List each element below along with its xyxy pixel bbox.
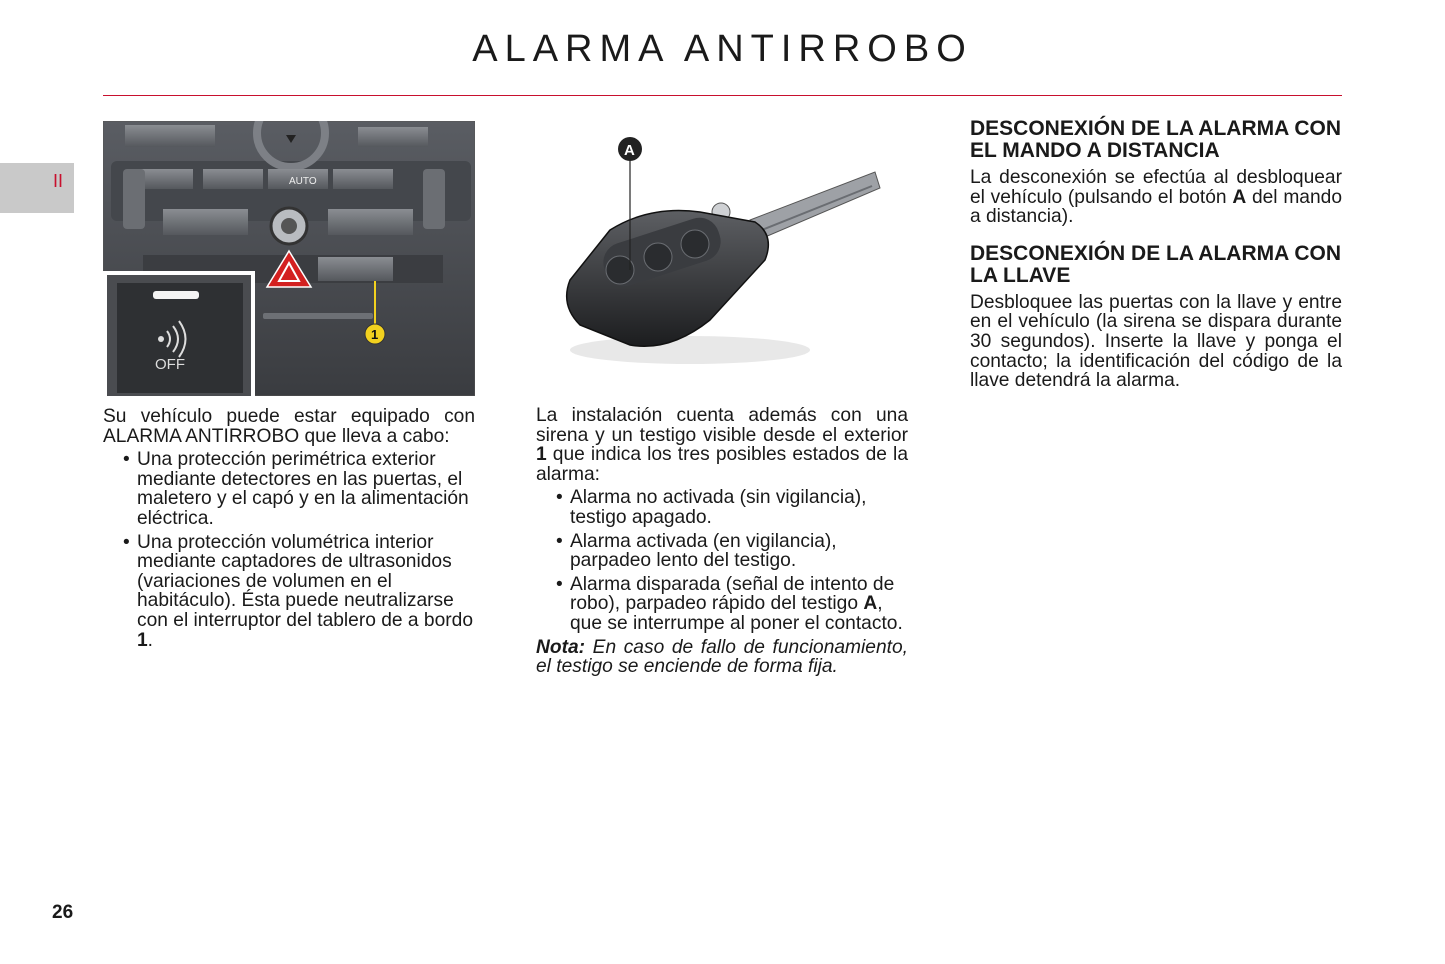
- ref-a: A: [863, 593, 878, 615]
- list-item: • Alarma no activada (sin vigilancia), testigo apagado.: [556, 487, 867, 528]
- column-middle: [536, 406, 908, 677]
- page-title: ALARMA ANTIRROBO: [472, 28, 973, 70]
- note-label: Nota:: [536, 636, 586, 658]
- section-tab-label: II: [53, 171, 64, 191]
- list-item: • Una protección perimétrica exterior mediante detectores en las puertas, el maletero y el capó y en la alimentación eléctrica.: [123, 449, 469, 529]
- callout-a: A: [624, 142, 635, 159]
- bullet-text: Una protección perimétrica exterior mediante detectores en las puertas, el maletero y el capó y en la alimentación eléctrica.: [137, 449, 469, 529]
- page-number: 26: [52, 902, 74, 923]
- intro-paragraph: Su vehículo puede estar equipado con ALARMA ANTIRROBO que lleva a cabo:: [103, 406, 475, 447]
- list-item: • Una protección volumétrica interior mediante captadores de ultrasonidos (variaciones de volumen en el habitáculo). Ésta puede neutralizarse con el interruptor del tablero de a bordo 1.: [123, 531, 473, 651]
- key-fob-figure: [540, 130, 900, 380]
- column-right: [970, 118, 1342, 391]
- bullet-text: Alarma activada (en vigilancia), parpadeo lento del testigo.: [570, 530, 837, 572]
- ref-1: 1: [137, 629, 148, 651]
- key-paragraph: Desbloquee las puertas con la llave y entre en el vehículo (la sirena se dispara durante 30 segundos). Inserte la llave y ponga el contacto; la identificación del código de la llave detendrá la alarma.: [970, 291, 1342, 392]
- note-paragraph: Nota: En caso de fallo de funcionamiento, el testigo se enciende de forma fija.: [536, 636, 908, 678]
- list-item: • Alarma activada (en vigilancia), parpadeo lento del testigo.: [556, 530, 837, 572]
- ref-a: A: [1232, 186, 1247, 208]
- intro-paragraph: La instalación cuenta además con una sirena y un testigo visible desde el exterior 1 que indica los tres posibles estados de la alarma:: [536, 405, 908, 485]
- dashboard-console-figure: [103, 121, 475, 396]
- bullet-text: Alarma no activada (sin vigilancia), testigo apagado.: [570, 487, 867, 528]
- section-tab: [0, 163, 74, 213]
- alarm-off-label: OFF: [155, 356, 185, 373]
- list-item: • Alarma disparada (señal de intento de robo), parpadeo rápido del testigo A, que se interrumpe al poner el contacto.: [556, 573, 903, 634]
- bullet-text: Una protección volumétrica interior mediante captadores de ultrasonidos (variaciones de volumen en el habitáculo). Ésta puede neutralizarse con el interruptor del tablero de a bordo: [137, 531, 473, 631]
- section-heading: DESCONEXIÓN DE LA ALARMA CON LA LLAVE: [970, 241, 1342, 287]
- ref-1: 1: [536, 444, 547, 466]
- callout-1: 1: [371, 327, 379, 342]
- column-left: [103, 407, 475, 650]
- remote-paragraph: La desconexión se efectúa al desbloquear el vehículo (pulsando el botón A del mando a distancia).: [970, 167, 1342, 228]
- title-divider: [103, 95, 1342, 96]
- section-heading: DESCONEXIÓN DE LA ALARMA CON EL MANDO A DISTANCIA: [970, 117, 1342, 162]
- auto-label: AUTO: [289, 176, 317, 187]
